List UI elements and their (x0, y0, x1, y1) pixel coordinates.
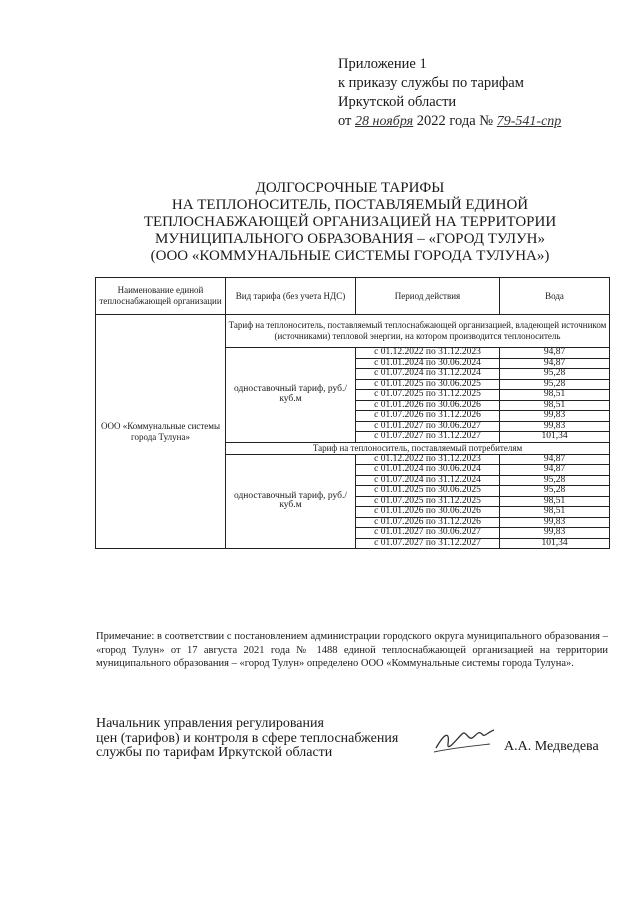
appendix-date-line (338, 112, 561, 131)
title-line: (ООО «КОММУНАЛЬНЫЕ СИСТЕМЫ ГОРОДА ТУЛУНА») (150, 248, 550, 264)
water-value-cell: 99,83 (500, 517, 610, 528)
water-value-cell: 94,87 (500, 348, 610, 359)
title-line: НА ТЕПЛОНОСИТЕЛЬ, ПОСТАВЛЯЕМЫЙ ЕДИНОЙ (171, 197, 529, 213)
section1-title: Тариф на теплоноситель, поставляемый теплоснабжающей организацией, владеющей источником (источниками) тепловой энергии, на котором производится теплоноситель (226, 315, 610, 348)
handwritten-number: 79-541-спр (496, 114, 562, 129)
date-prefix: от (338, 113, 352, 129)
period-cell: с 01.07.2025 по 31.12.2025 (356, 390, 500, 401)
water-value-cell: 99,83 (500, 411, 610, 422)
period-cell: с 01.01.2027 по 30.06.2027 (356, 421, 500, 432)
period-cell: с 01.01.2025 по 30.06.2025 (356, 486, 500, 497)
period-cell: с 01.01.2024 по 30.06.2024 (356, 465, 500, 476)
tariff-table (95, 277, 610, 549)
period-cell: с 01.07.2027 по 31.12.2027 (356, 538, 500, 549)
water-value-cell: 98,51 (500, 507, 610, 518)
header-water: Вода (500, 278, 610, 315)
signer-name: А.А. Медведева (504, 739, 599, 754)
signature-block (96, 717, 398, 761)
note: Примечание: в соответствии с постановлением администрации городского округа муниципального образования – «город Тулун» от 17 августа 2021 года № 1488 единой теплоснабжающей организацией на территории муниципального образования – «город Тулун» определено ООО «Коммунальные системы города Тулуна». (96, 631, 608, 669)
period-cell: с 01.07.2026 по 31.12.2026 (356, 411, 500, 422)
section-title-row (96, 315, 610, 348)
water-value-cell: 98,51 (500, 496, 610, 507)
water-value-cell: 99,83 (500, 421, 610, 432)
water-value-cell: 95,28 (500, 475, 610, 486)
appendix-line: Иркутской области (338, 94, 457, 110)
period-cell: с 01.01.2025 по 30.06.2025 (356, 379, 500, 390)
appendix-line: к приказу службы по тарифам (338, 75, 524, 91)
water-value-cell: 95,28 (500, 379, 610, 390)
period-cell: с 01.12.2022 по 31.12.2023 (356, 454, 500, 465)
water-value-cell: 101,34 (500, 432, 610, 443)
water-value-cell: 101,34 (500, 538, 610, 549)
appendix-header (338, 55, 561, 131)
date-year: 2022 года № (416, 113, 494, 129)
signer-position: Начальник управления регулирования (96, 716, 324, 731)
signer-position: цен (тарифов) и контроля в сфере теплоснабжения (96, 730, 399, 746)
header-period: Период действия (356, 278, 500, 315)
water-value-cell: 98,51 (500, 400, 610, 411)
tariff-type-cell: одноставочный тариф, руб./куб.м (226, 454, 356, 549)
period-cell: с 01.12.2022 по 31.12.2023 (356, 348, 500, 359)
water-value-cell: 94,87 (500, 465, 610, 476)
title-line: МУНИЦИПАЛЬНОГО ОБРАЗОВАНИЯ – «ГОРОД ТУЛУН» (155, 231, 545, 247)
appendix-line: Приложение 1 (338, 56, 427, 72)
period-cell: с 01.07.2026 по 31.12.2026 (356, 517, 500, 528)
signer-position: службы по тарифам Иркутской области (96, 745, 333, 760)
section2-title: Тариф на теплоноситель, поставляемый потребителям (226, 442, 610, 454)
period-cell: с 01.07.2024 по 31.12.2024 (356, 475, 500, 486)
handwritten-signature (432, 722, 498, 756)
water-value-cell: 95,28 (500, 486, 610, 497)
document-title (120, 180, 580, 265)
water-value-cell: 94,87 (500, 358, 610, 369)
org-name-cell: ООО «Коммунальные системы города Тулуна» (96, 315, 226, 549)
header-type: Вид тарифа (без учета НДС) (226, 278, 356, 315)
period-cell: с 01.01.2027 по 30.06.2027 (356, 528, 500, 539)
water-value-cell: 98,51 (500, 390, 610, 401)
period-cell: с 01.01.2024 по 30.06.2024 (356, 358, 500, 369)
period-cell: с 01.01.2026 по 30.06.2026 (356, 507, 500, 518)
water-value-cell: 99,83 (500, 528, 610, 539)
period-cell: с 01.07.2027 по 31.12.2027 (356, 432, 500, 443)
handwritten-date: 28 ноября (355, 114, 414, 129)
water-value-cell: 94,87 (500, 454, 610, 465)
period-cell: с 01.07.2025 по 31.12.2025 (356, 496, 500, 507)
period-cell: с 01.07.2024 по 31.12.2024 (356, 369, 500, 380)
water-value-cell: 95,28 (500, 369, 610, 380)
title-line: ДОЛГОСРОЧНЫЕ ТАРИФЫ (255, 180, 445, 196)
header-org: Наименование единой теплоснабжающей организации (96, 278, 226, 315)
tariff-type-cell: одноставочный тариф, руб./куб.м (226, 348, 356, 443)
period-cell: с 01.01.2026 по 30.06.2026 (356, 400, 500, 411)
title-line: ТЕПЛОСНАБЖАЮЩЕЙ ОРГАНИЗАЦИЕЙ НА ТЕРРИТОРИИ (143, 214, 557, 230)
